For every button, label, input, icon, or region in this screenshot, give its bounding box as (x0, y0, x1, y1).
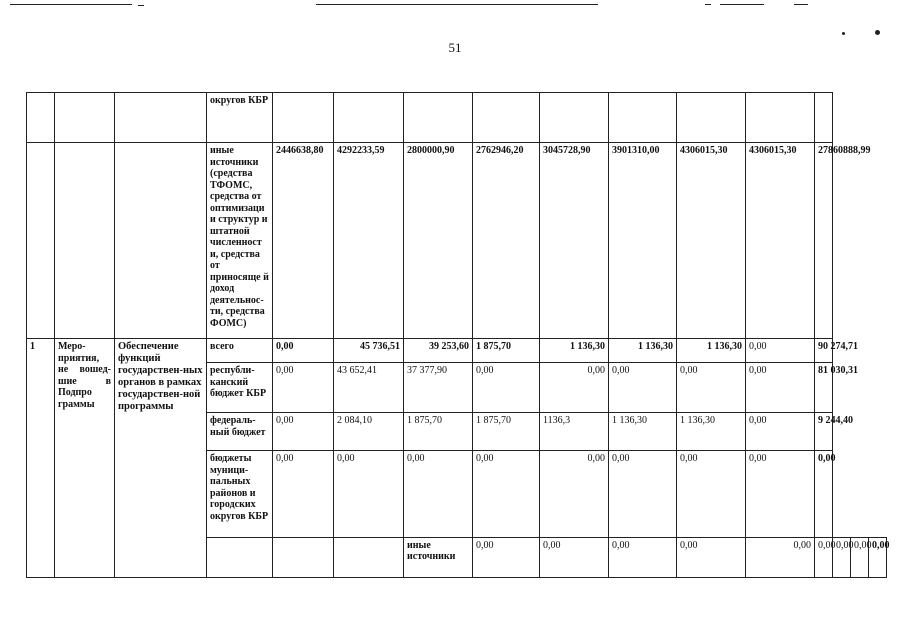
amount-cell: 0,00 (404, 451, 473, 537)
total-cell: 0,00 (869, 537, 887, 577)
funding-source-cell: всего (207, 339, 273, 363)
amount-cell: 0,00 (273, 413, 334, 451)
amount-cell: 0,00 (540, 451, 609, 537)
total-cell: 9 244,40 (815, 413, 833, 451)
event-name-cell (115, 93, 207, 143)
amount-cell: 0,00 (273, 339, 334, 363)
event-name-cell: Обеспечение функций государствен-ных органов в рамках государствен-ной программы (115, 339, 207, 578)
amount-cell (746, 93, 815, 143)
scan-speck (842, 32, 845, 35)
amount-cell: 37 377,90 (404, 363, 473, 413)
funding-source-cell: федераль-ный бюджет (207, 413, 273, 451)
funding-source-cell: иные источники (средства ТФОМС, средства от оптимизаци и структур и штатной численност и, средства от приносяще й доход деятельнос-ти, средства ФОМС) (207, 143, 273, 339)
amount-cell: 1 875,70 (473, 339, 540, 363)
amount-cell: 4306015,30 (746, 143, 815, 339)
amount-cell: 2800000,90 (404, 143, 473, 339)
amount-cell: 45 736,51 (334, 339, 404, 363)
amount-cell: 43 652,41 (334, 363, 404, 413)
event-type-cell (55, 143, 115, 339)
event-name-cell (115, 143, 207, 339)
amount-cell: 0,00 (334, 451, 404, 537)
scan-line (10, 4, 132, 5)
amount-cell (540, 93, 609, 143)
funding-source-cell: бюджеты муници-пальных районов и городских округов КБР (207, 451, 273, 537)
amount-cell: 0,00 (677, 363, 746, 413)
funding-source-cell: округов КБР (207, 93, 273, 143)
amount-cell: 3045728,90 (540, 143, 609, 339)
funding-source-cell: республи-канский бюджет КБР (207, 363, 273, 413)
amount-cell: 0,00 (851, 537, 869, 577)
amount-cell: 4292233,59 (334, 143, 404, 339)
amount-cell: 0,00 (746, 363, 815, 413)
total-cell: 27860888,99 (815, 143, 833, 339)
amount-cell: 0,00 (473, 363, 540, 413)
event-type-cell (55, 93, 115, 143)
amount-cell: 1 136,30 (540, 339, 609, 363)
scan-line (794, 4, 808, 5)
table-row (27, 93, 887, 143)
amount-cell: 0,00 (609, 363, 677, 413)
total-cell (815, 93, 833, 143)
amount-cell (404, 93, 473, 143)
amount-cell: 2 084,10 (334, 413, 404, 451)
amount-cell: 0,00 (746, 537, 815, 577)
amount-cell: 0,00 (609, 451, 677, 537)
amount-cell: 0,00 (677, 451, 746, 537)
amount-cell: 3901310,00 (609, 143, 677, 339)
amount-cell: 0,00 (540, 363, 609, 413)
scan-line (316, 4, 598, 5)
amount-cell: 0,00 (473, 537, 540, 577)
event-type-cell: Меро-приятия, не вошед-шие в Подпро граммы (55, 339, 115, 578)
total-cell: 90 274,71 (815, 339, 833, 363)
amount-cell: 1136,3 (540, 413, 609, 451)
item-number-cell (207, 537, 273, 577)
amount-cell: 0,00 (746, 339, 815, 363)
amount-cell: 1 136,30 (609, 413, 677, 451)
amount-cell: 0,00 (540, 537, 609, 577)
amount-cell: 2446638,80 (273, 143, 334, 339)
table-row (27, 339, 887, 363)
amount-cell: 1 875,70 (473, 413, 540, 451)
amount-cell: 4306015,30 (677, 143, 746, 339)
table-row (27, 143, 887, 339)
amount-cell: 0,00 (609, 537, 677, 577)
amount-cell: 0,00 (677, 537, 746, 577)
item-number-cell (27, 143, 55, 339)
amount-cell: 1 136,30 (677, 339, 746, 363)
amount-cell: 0,00 (273, 363, 334, 413)
amount-cell (334, 93, 404, 143)
amount-cell (609, 93, 677, 143)
total-cell: 81 030,31 (815, 363, 833, 413)
amount-cell: 0,00 (746, 451, 815, 537)
amount-cell: 0,00 (746, 413, 815, 451)
amount-cell (677, 93, 746, 143)
amount-cell: 0,00 (833, 537, 851, 577)
event-name-cell (334, 537, 404, 577)
item-number-cell (27, 93, 55, 143)
amount-cell: 1 136,30 (609, 339, 677, 363)
scan-line (720, 4, 764, 5)
amount-cell: 0,00 (815, 537, 833, 577)
amount-cell: 0,00 (273, 451, 334, 537)
total-cell: 0,00 (815, 451, 833, 537)
scan-line (138, 5, 144, 6)
scan-speck (875, 30, 880, 35)
funding-source-cell: иные источники (404, 537, 473, 577)
amount-cell: 0,00 (473, 451, 540, 537)
amount-cell (473, 93, 540, 143)
event-type-cell (273, 537, 334, 577)
item-number-cell: 1 (27, 339, 55, 578)
scan-line (705, 4, 711, 5)
page-number: 51 (448, 40, 462, 55)
amount-cell: 1 136,30 (677, 413, 746, 451)
amount-cell (273, 93, 334, 143)
amount-cell: 2762946,20 (473, 143, 540, 339)
budget-table (26, 92, 890, 578)
amount-cell: 39 253,60 (404, 339, 473, 363)
amount-cell: 1 875,70 (404, 413, 473, 451)
